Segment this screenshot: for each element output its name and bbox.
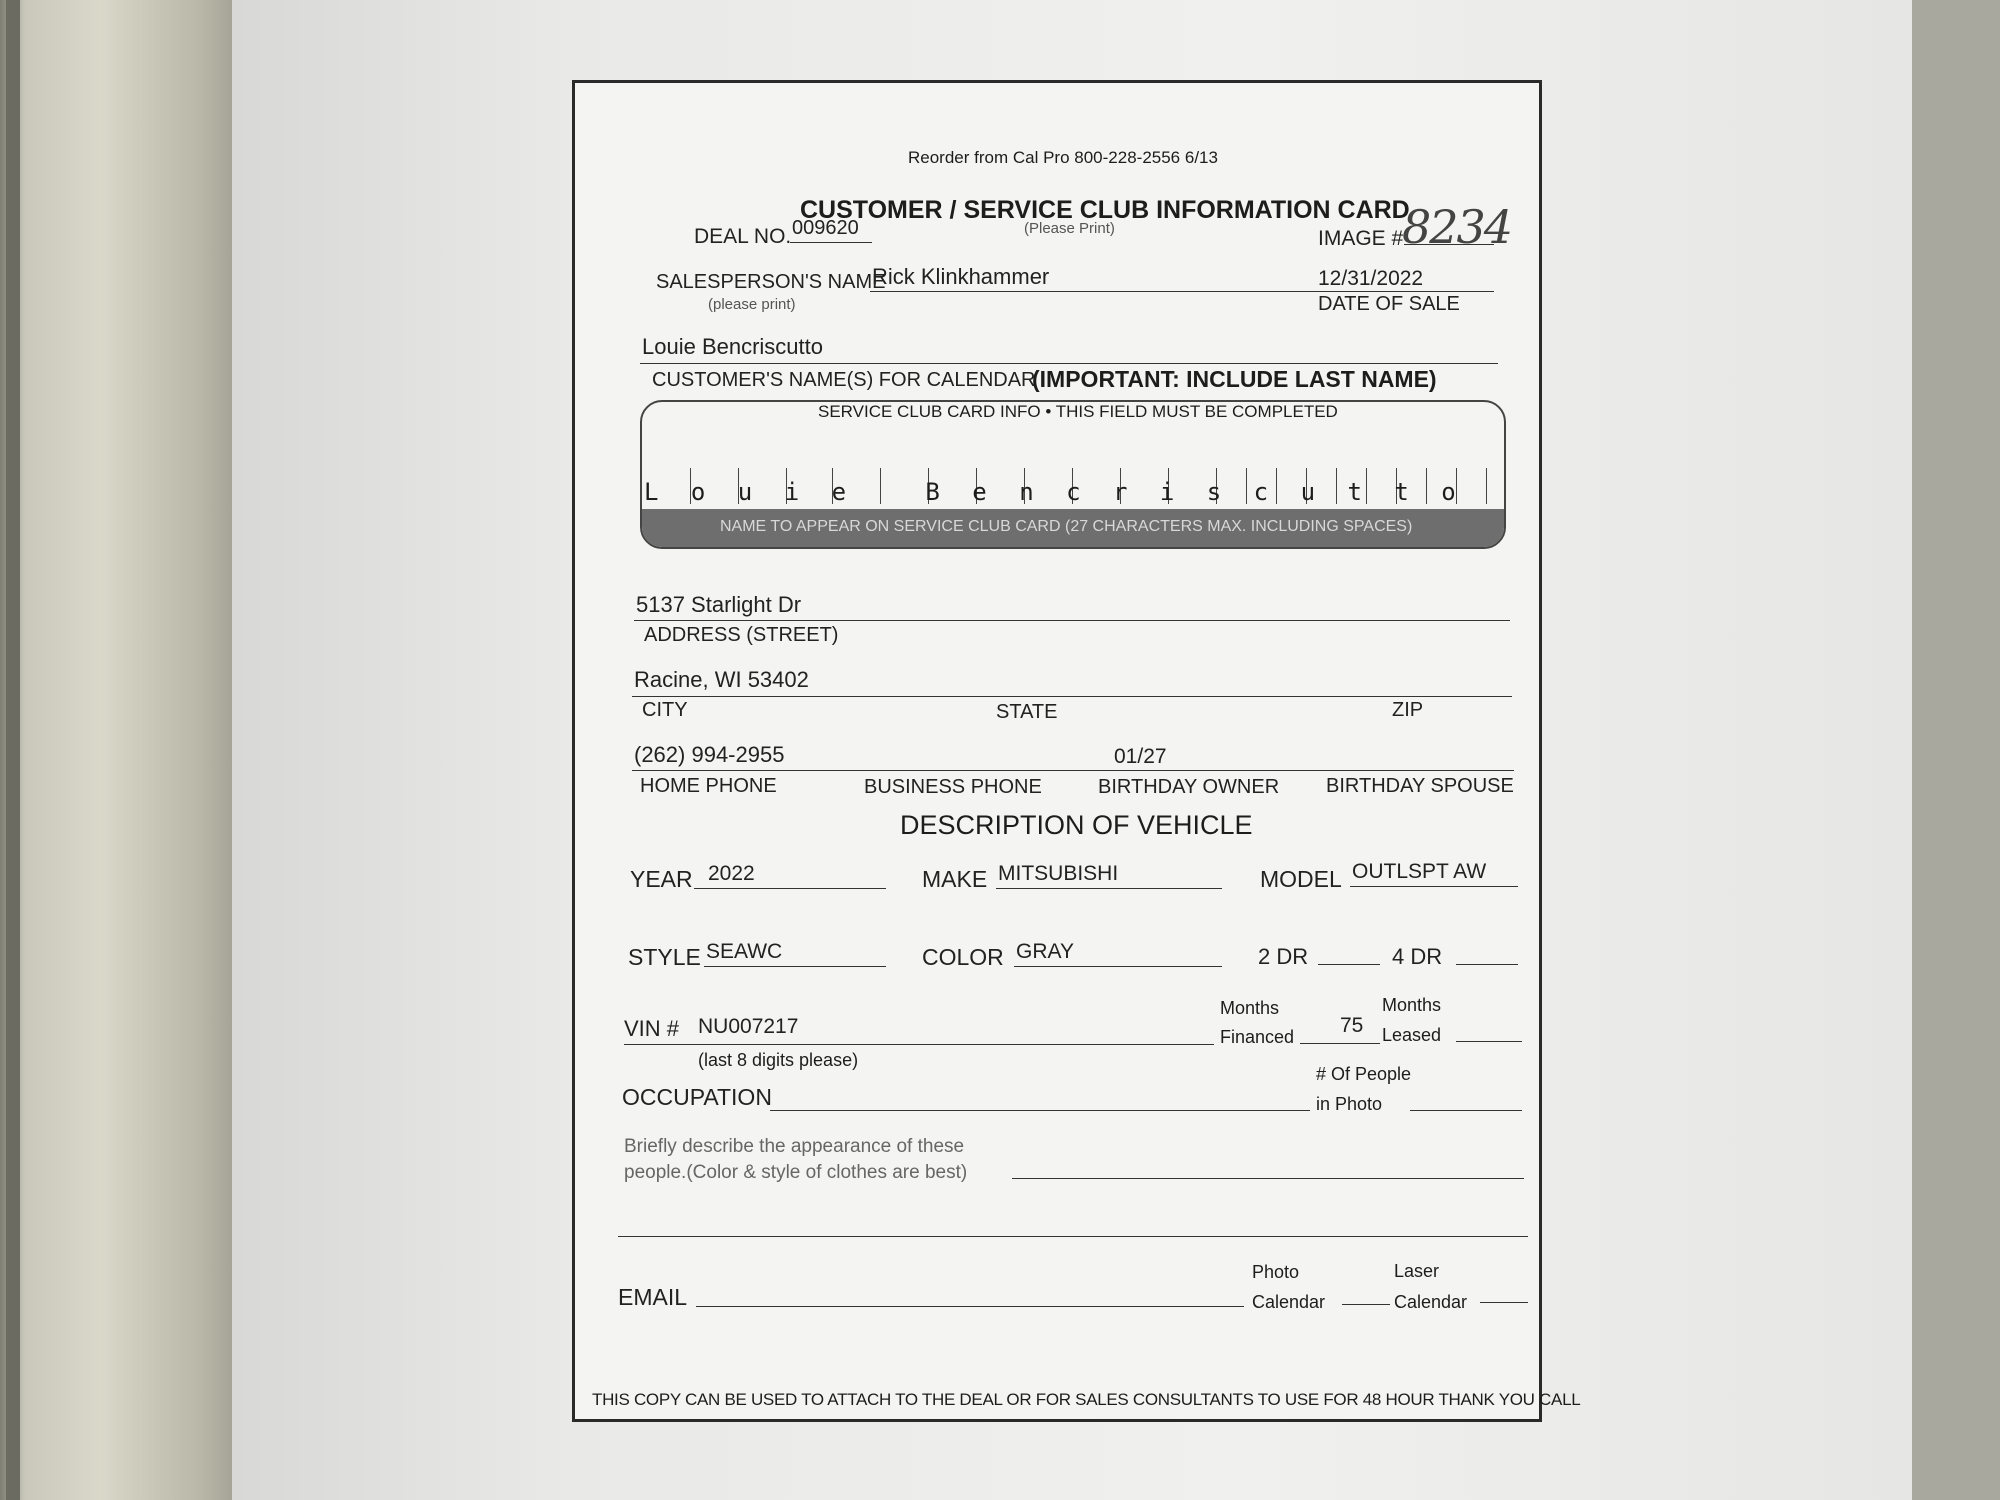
occupation-line xyxy=(770,1110,1310,1111)
photo-calendar-label-1: Photo xyxy=(1252,1262,1300,1282)
birthday-owner-label: BIRTHDAY OWNER xyxy=(1098,776,1280,798)
describe-line-1 xyxy=(1012,1178,1524,1179)
vehicle-heading: DESCRIPTION OF VEHICLE xyxy=(900,810,1253,840)
model-line xyxy=(1350,886,1518,887)
customer-line xyxy=(640,363,1498,364)
make-line xyxy=(996,888,1222,889)
months-leased-label-1: Months xyxy=(1382,995,1442,1015)
laser-calendar-line xyxy=(1480,1302,1528,1303)
describe-label-1: Briefly describe the appearance of these xyxy=(624,1136,965,1157)
service-club-name: L o u i e B e n c r i s c u t t o xyxy=(644,478,1465,506)
deal-number: 009620 xyxy=(792,217,859,239)
year-line xyxy=(694,888,886,889)
card-footer: THIS COPY CAN BE USED TO ATTACH TO THE DEAL OR FOR SALES CONSULTANTS TO USE FOR 48 HOUR THANK YOU CALL xyxy=(592,1390,1581,1409)
birthday-spouse-label: BIRTHDAY SPOUSE xyxy=(1326,775,1514,797)
wall-edge xyxy=(6,0,20,1500)
months-financed-line xyxy=(1300,1043,1380,1044)
style-label: STYLE xyxy=(628,944,701,970)
salesperson-label: SALESPERSON'S NAME xyxy=(656,271,886,293)
vin-note: (last 8 digits please) xyxy=(698,1050,859,1070)
email-line xyxy=(696,1306,1244,1307)
address-label: ADDRESS (STREET) xyxy=(644,624,839,646)
year-label: YEAR xyxy=(630,866,693,892)
city-line xyxy=(632,696,1512,697)
card-title: CUSTOMER / SERVICE CLUB INFORMATION CARD xyxy=(800,196,1410,224)
vehicle-style: SEAWC xyxy=(706,940,783,963)
date-of-sale-label: DATE OF SALE xyxy=(1318,293,1460,315)
vin-label: VIN # xyxy=(624,1016,680,1041)
salesperson-note: (please print) xyxy=(708,296,796,313)
image-number-handwritten: 8234 xyxy=(1402,200,1512,254)
state-label: STATE xyxy=(996,701,1058,723)
service-club-footer: NAME TO APPEAR ON SERVICE CLUB CARD (27 CHARACTERS MAX. INCLUDING SPACES) xyxy=(720,518,1413,535)
months-financed-label-1: Months xyxy=(1220,998,1280,1018)
two-door-line xyxy=(1318,964,1380,965)
color-label: COLOR xyxy=(922,944,1004,970)
vin-line xyxy=(624,1044,1214,1045)
two-door-label: 2 DR xyxy=(1258,944,1309,969)
laser-calendar-label-1: Laser xyxy=(1394,1261,1440,1281)
address-line xyxy=(634,620,1510,621)
months-financed-label-2: Financed xyxy=(1220,1027,1295,1047)
salesperson-name: Rick Klinkhammer xyxy=(872,264,1050,289)
reorder-text: Reorder from Cal Pro 800-228-2556 6/13 xyxy=(908,148,1218,167)
date-of-sale: 12/31/2022 xyxy=(1318,267,1424,290)
please-print-note: (Please Print) xyxy=(1024,220,1115,237)
char-tick xyxy=(1486,468,1487,504)
make-label: MAKE xyxy=(922,866,988,892)
salesperson-line xyxy=(870,291,1494,292)
people-in-photo-label-1: # Of People xyxy=(1316,1064,1412,1084)
customer-name-label: CUSTOMER'S NAME(S) FOR CALENDAR xyxy=(652,369,1036,391)
vehicle-color: GRAY xyxy=(1016,940,1074,963)
deal-line xyxy=(790,242,872,243)
photo-calendar-label-2: Calendar xyxy=(1252,1292,1326,1312)
photo-calendar-line xyxy=(1342,1304,1390,1305)
vin-number: NU007217 xyxy=(698,1015,799,1038)
phone-line xyxy=(632,770,1514,771)
home-phone: (262) 994-2955 xyxy=(634,742,785,767)
home-phone-label: HOME PHONE xyxy=(640,775,777,797)
months-financed: 75 xyxy=(1340,1014,1364,1037)
describe-label-2: people.(Color & style of clothes are best) xyxy=(624,1162,968,1183)
city-label: CITY xyxy=(642,699,688,721)
email-label: EMAIL xyxy=(618,1284,688,1310)
color-line xyxy=(1014,966,1222,967)
important-note: (IMPORTANT: INCLUDE LAST NAME) xyxy=(1032,366,1437,392)
wall-background xyxy=(0,0,250,1500)
birthday-owner: 01/27 xyxy=(1114,745,1167,768)
four-door-label: 4 DR xyxy=(1392,944,1443,969)
city-state-zip: Racine, WI 53402 xyxy=(634,667,809,692)
vehicle-make: MITSUBISHI xyxy=(998,862,1119,885)
style-line xyxy=(704,966,886,967)
vehicle-model: OUTLSPT AW xyxy=(1352,860,1487,883)
street-address: 5137 Starlight Dr xyxy=(636,592,802,617)
four-door-line xyxy=(1456,964,1518,965)
model-label: MODEL xyxy=(1260,866,1342,892)
deal-label: DEAL NO. xyxy=(694,225,792,248)
people-in-photo-label-2: in Photo xyxy=(1316,1094,1383,1114)
laser-calendar-label-2: Calendar xyxy=(1394,1292,1468,1312)
people-in-photo-line xyxy=(1410,1110,1522,1111)
vehicle-year: 2022 xyxy=(708,862,755,885)
customer-name: Louie Bencriscutto xyxy=(642,334,823,359)
service-club-header: SERVICE CLUB CARD INFO • THIS FIELD MUST BE COMPLETED xyxy=(818,402,1338,421)
months-leased-line xyxy=(1456,1041,1522,1042)
occupation-label: OCCUPATION xyxy=(622,1084,772,1110)
months-leased-label-2: Leased xyxy=(1382,1025,1442,1045)
business-phone-label: BUSINESS PHONE xyxy=(864,776,1042,798)
describe-line-2 xyxy=(618,1236,1528,1237)
zip-label: ZIP xyxy=(1392,699,1424,721)
image-label: IMAGE # xyxy=(1318,227,1404,250)
image-line xyxy=(1404,244,1494,245)
